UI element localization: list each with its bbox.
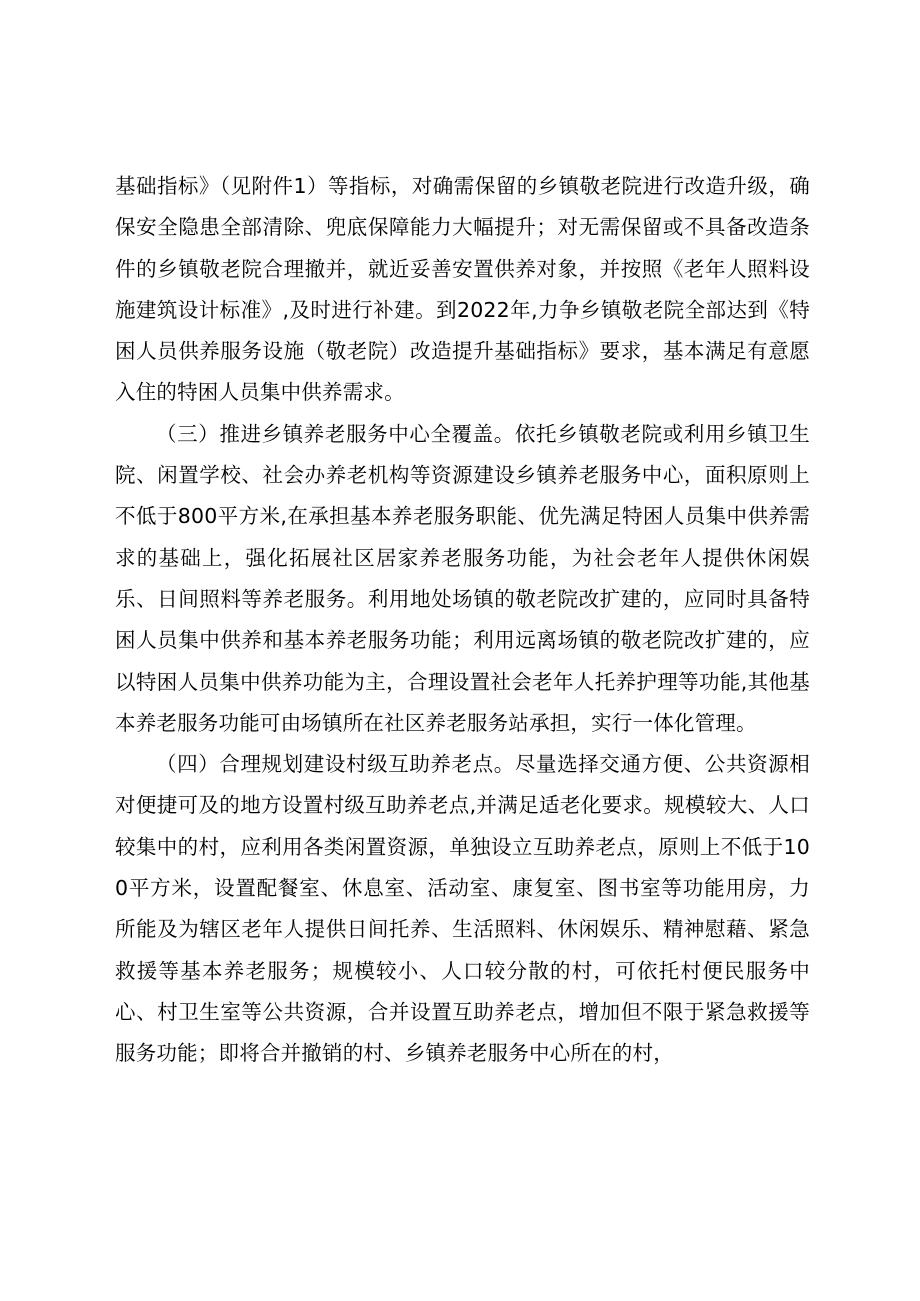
paragraph-continuation: 基础指标》（见附件1）等指标，对确需保留的乡镇敬老院进行改造升级，确保安全隐患全部清除、兜底保障能力大幅提升；对无需保留或不具备改造条件的乡镇敬老院合理撤并，就近妥善安置供养对象，并按照《老年人照料设施建筑设计标准》,及时进行补建。到2022年,力争乡镇敬老院全部达到《特困人员供养服务设施（敬老院）改造提升基础指标》要求，基本满足有意愿入住的特困人员集中供养需求。 (115, 174, 810, 405)
document-body (115, 166, 810, 1075)
paragraph-section-4: （四）合理规划建设村级互助养老点。尽量选择交通方便、公共资源相对便捷可及的地方设置村级互助养老点,并满足适老化要求。规模较大、人口较集中的村，应利用各类闲置资源，单独设立互助养老点，原则上不低于100平方米，设置配餐室、休息室、活动室、康复室、图书室等功能用房，力所能及为辖区老年人提供日间托养、生活照料、休闲娱乐、精神慰藉、紧急救援等基本养老服务；规模较小、人口较分散的村，可依托村便民服务中心、村卫生室等公共资源，合并设置互助养老点，增加但不限于紧急救援等服务功能；即将合并撤销的村、乡镇养老服务中心所在的村， (115, 752, 810, 1066)
paragraph-section-3: （三）推进乡镇养老服务中心全覆盖。依托乡镇敬老院或利用乡镇卫生院、闲置学校、社会办养老机构等资源建设乡镇养老服务中心，面积原则上不低于800平方米,在承担基本养老服务职能、优先满足特困人员集中供养需求的基础上，强化拓展社区居家养老服务功能，为社会老年人提供休闲娱乐、日间照料等养老服务。利用地处场镇的敬老院改扩建的，应同时具备特困人员集中供养和基本养老服务功能；利用远离场镇的敬老院改扩建的，应以特困人员集中供养功能为主，合理设置社会老年人托养护理等功能,其他基本养老服务功能可由场镇所在社区养老服务站承担，实行一体化管理。 (115, 421, 810, 735)
